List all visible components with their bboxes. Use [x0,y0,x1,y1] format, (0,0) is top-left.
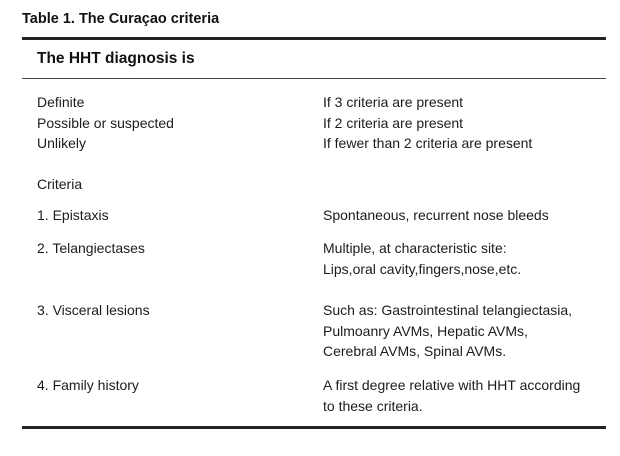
criterion-desc-line: Cerebral AVMs, Spinal AVMs. [323,343,507,359]
diagnosis-value-unlikely: If fewer than 2 criteria are present [323,135,533,151]
bottom-rule [22,426,606,429]
criterion-label-telangiectases: 2. Telangiectases [37,240,145,256]
table-title: Table 1. The Curaçao criteria [22,11,220,27]
criterion-label-family: 4. Family history [37,377,139,393]
criterion-desc-epistaxis [323,205,549,226]
criterion-desc-family [323,375,580,416]
diagnosis-label-possible: Possible or suspected [37,115,174,131]
criterion-desc-line: A first degree relative with HHT according [323,377,581,393]
criterion-desc-visceral [323,300,572,362]
header-rule [22,78,606,79]
criterion-desc-line: Multiple, at characteristic site: [323,240,507,256]
diagnosis-value-possible: If 2 criteria are present [323,115,464,131]
criterion-desc-line: Pulmoanry AVMs, Hepatic AVMs, [323,322,528,339]
criterion-desc-telangiectases [323,238,521,279]
diagnosis-value-definite: If 3 criteria are present [323,94,464,110]
table-header: The HHT diagnosis is [37,50,195,67]
diagnosis-label-definite: Definite [37,94,85,110]
criterion-desc-line: Lips,oral cavity,fingers,nose,etc. [323,260,522,277]
criterion-label-visceral: 3. Visceral lesions [37,302,150,318]
diagnosis-label-unlikely: Unlikely [37,135,87,151]
criterion-label-epistaxis: 1. Epistaxis [37,207,109,223]
criterion-desc-line: to these criteria. [323,397,423,414]
criterion-desc-line: Such as: Gastrointestinal telangiectasia, [323,302,573,318]
criterion-desc-line: Spontaneous, recurrent nose bleeds [323,207,549,223]
criteria-heading: Criteria [37,176,83,192]
top-rule [22,37,606,40]
